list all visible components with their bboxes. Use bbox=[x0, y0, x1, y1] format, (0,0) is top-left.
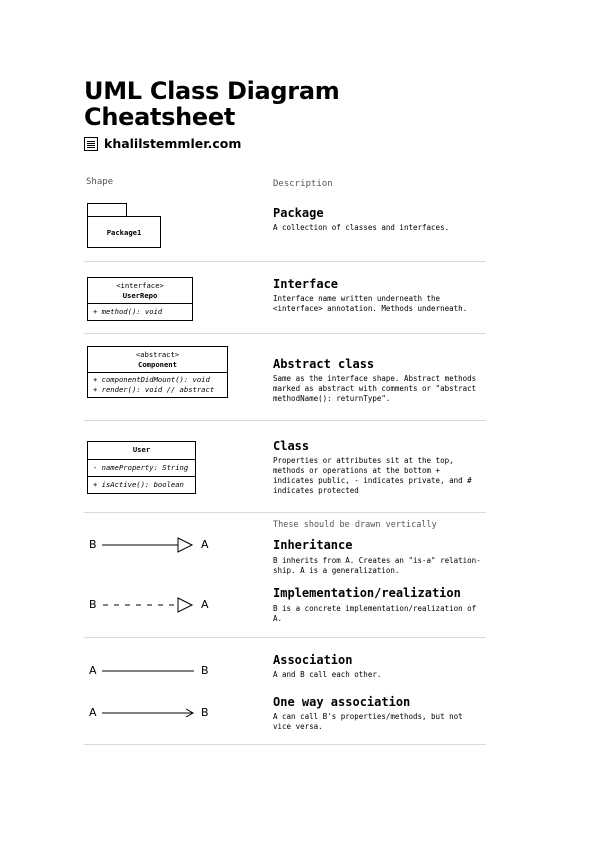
logo-icon bbox=[84, 137, 98, 151]
class-attribute: - nameProperty: String bbox=[88, 460, 195, 477]
package-desc: A collection of classes and interfaces. bbox=[273, 223, 450, 232]
site-name: khalilstemmler.com bbox=[104, 136, 242, 151]
association-desc: A and B call each other. bbox=[273, 670, 382, 679]
page-title bbox=[84, 78, 339, 130]
package-title: Package bbox=[273, 206, 324, 220]
interface-method: + method(): void bbox=[93, 307, 163, 316]
class-name: User bbox=[88, 442, 195, 460]
interface-name: UserRepo bbox=[122, 291, 158, 300]
abstract-title: Abstract class bbox=[273, 357, 375, 371]
interface-desc: Interface name written underneath the <interface> annotation. Methods underneath. bbox=[273, 294, 468, 313]
column-description: Description bbox=[273, 179, 333, 189]
inheritance-title: Inheritance bbox=[273, 538, 353, 552]
association-line bbox=[100, 662, 196, 680]
package-shape bbox=[87, 216, 161, 248]
column-shape: Shape bbox=[86, 177, 114, 187]
inheritance-desc: B inherits from A. Creates an "is-a" relation-ship. A is a generalization. bbox=[273, 556, 481, 575]
inheritance-to: A bbox=[201, 538, 209, 551]
one-way-title: One way association bbox=[273, 695, 411, 709]
implementation-from: B bbox=[89, 598, 97, 611]
package-tab-shape bbox=[87, 203, 127, 217]
divider bbox=[84, 333, 486, 334]
vertical-note: These should be drawn vertically bbox=[273, 520, 437, 530]
inheritance-from: B bbox=[89, 538, 97, 551]
implementation-desc: B is a concrete implementation/realization of A. bbox=[273, 604, 477, 623]
abstract-method-1: + componentDidMount(): void bbox=[93, 375, 210, 384]
divider bbox=[84, 512, 486, 513]
association-title: Association bbox=[273, 653, 353, 667]
divider bbox=[84, 637, 486, 638]
divider bbox=[84, 420, 486, 421]
class-desc: Properties or attributes sit at the top, methods or operations at the bottom + indicates public, - indicates private, and # indicates protected bbox=[273, 456, 472, 495]
one-way-from: A bbox=[89, 706, 97, 719]
class-method: + isActive(): boolean bbox=[93, 480, 184, 489]
interface-title: Interface bbox=[273, 277, 339, 291]
package-label: Package1 bbox=[106, 227, 142, 237]
interface-stereotype: <interface> bbox=[116, 281, 164, 290]
class-title: Class bbox=[273, 439, 310, 453]
implementation-to: A bbox=[201, 598, 209, 611]
implementation-title: Implementation/realization bbox=[273, 586, 461, 600]
interface-shape bbox=[87, 277, 193, 321]
inheritance-arrow bbox=[100, 536, 196, 554]
one-way-to: B bbox=[201, 706, 209, 719]
abstract-shape bbox=[87, 346, 228, 398]
title-line-1: UML Class Diagram bbox=[84, 77, 340, 105]
divider bbox=[84, 744, 486, 745]
title-line-2: Cheatsheet bbox=[84, 103, 236, 131]
association-to: B bbox=[201, 664, 209, 677]
one-way-arrow bbox=[100, 704, 196, 722]
class-shape bbox=[87, 441, 196, 494]
abstract-desc: Same as the interface shape. Abstract methods marked as abstract with comments or "abstract methodName(): returnType". bbox=[273, 374, 477, 403]
abstract-stereotype: <abstract> bbox=[135, 350, 180, 359]
association-from: A bbox=[89, 664, 97, 677]
implementation-arrow bbox=[100, 596, 196, 614]
site-link[interactable] bbox=[84, 136, 241, 151]
abstract-name: Component bbox=[138, 360, 177, 369]
one-way-desc: A can call B's properties/methods, but not vice versa. bbox=[273, 712, 463, 731]
divider bbox=[84, 261, 486, 262]
abstract-method-2: + render(): void // abstract bbox=[93, 385, 215, 394]
